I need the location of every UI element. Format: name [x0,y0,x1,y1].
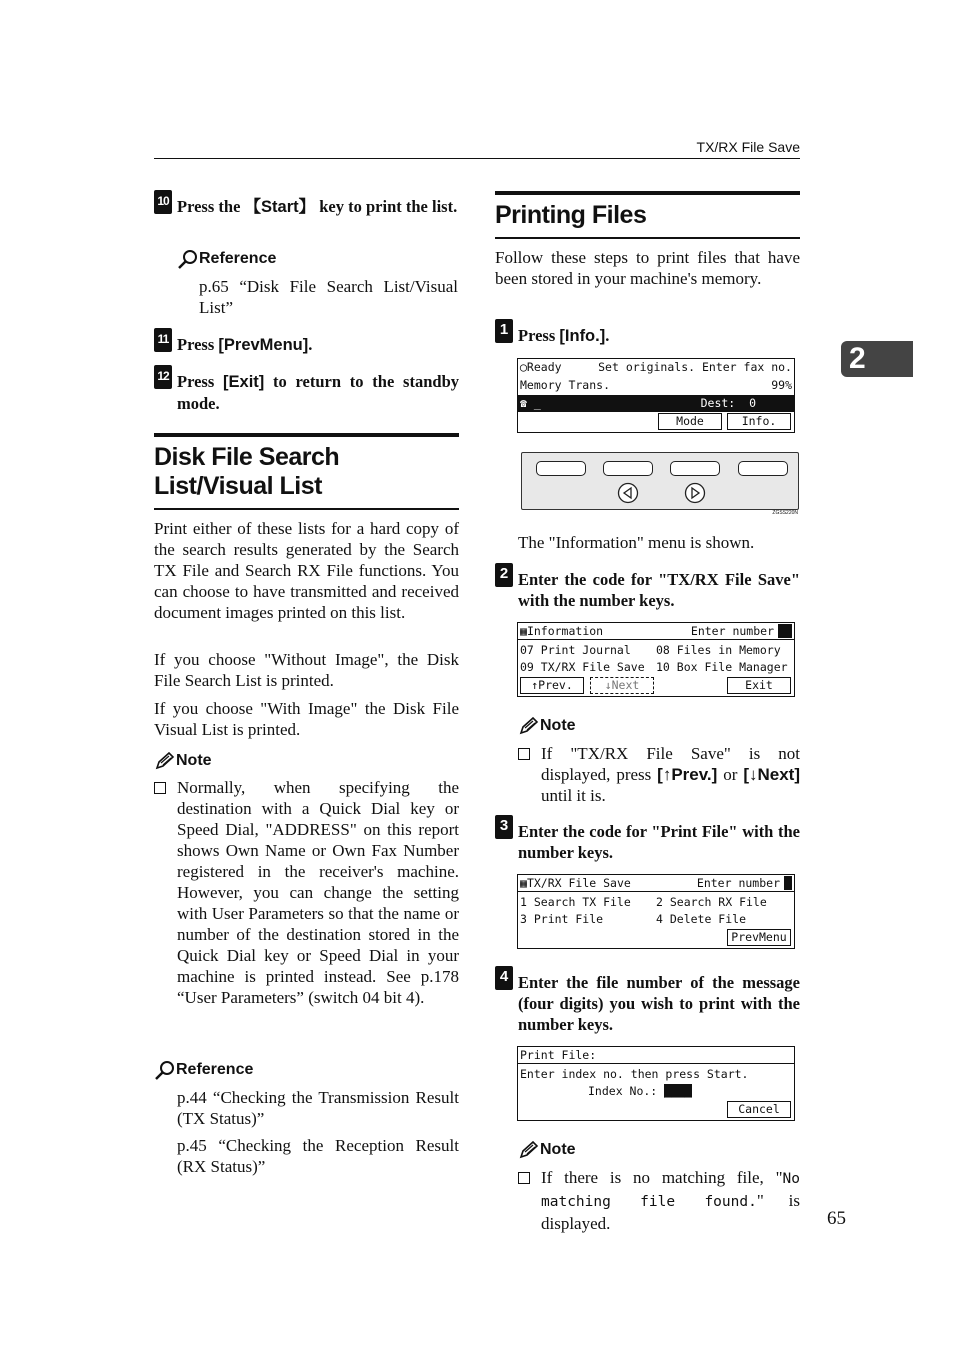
note-2-text: If "TX/RX File Save" is not displayed, press [↑Prev.] or [↓Next] until it is. [541,744,800,805]
step-number-4: 4 [495,966,513,990]
section-title-disk-file: Disk File Search List/Visual List [154,443,340,500]
exit-key: [Exit] [223,373,265,391]
selection-key-1[interactable] [536,461,586,476]
lcd-screen-ready: ◯Ready Set originals. Enter fax no. Memory Trans. 99% ☎ _ Dest: 0 Mode Info. [517,358,795,433]
reference-2-item-2: p.45 “Checking the Reception Result (RX Status)” [177,1136,459,1176]
section-rule-bottom-right [495,237,800,239]
reference-heading-2: Reference [154,1060,253,1080]
step-number-12: 12 [154,365,172,389]
reference-1-text: p.65 “Disk File Search List/Visual List” [199,277,458,317]
note-heading-2: Note [518,717,576,735]
selection-key-4[interactable] [738,461,788,476]
step-3-text: Enter the code for "Print File" with the number keys. [518,822,800,862]
note-3-checkbox [518,1172,538,1190]
step-10-text: Press the 【Start】 key to print the list. [177,197,458,216]
section-title-printing-files: Printing Files [495,201,647,229]
section-rule-top [154,433,459,437]
right-arrow-key-icon[interactable] [684,482,706,504]
step-1-result: The "Information" menu is shown. [518,533,755,552]
start-key: 【Start】 [244,198,316,216]
selection-key-2[interactable] [603,461,653,476]
step-number-10: 10 [154,190,172,214]
no-match-message: No matching file found. [541,1171,800,1210]
section-rule-bottom [154,508,459,510]
page-number: 65 [827,1208,846,1229]
step-number-3: 3 [495,815,513,839]
paragraph-1: Print either of these lists for a hard copy of the search results generated by the Search TX File and Search RX File functions. You can choose to have transmitted and received document images printed on this list. [154,519,459,622]
step-12-text: Press [Exit] to return to the standby mode. [177,372,459,413]
note-1-text: Normally, when specifying the destination with a Quick Dial key or Speed Dial, "ADDRESS" on this report shows Own Name or Own Fax Number registered in the receiver's machine. However, you can change the setting with User Parameters so that the name or number of the destination stored in the Quick Dial key or Speed Dial in your machine is printed instead. See p.178 “User Parameters” (switch 04 bit 4). [177,778,459,1007]
running-title: TX/RX File Save [696,139,800,155]
next-key-ref: [↓Next] [743,765,800,784]
prevmenu-button[interactable]: PrevMenu [727,929,791,946]
chapter-tab [841,341,913,377]
control-panel-illustration [521,452,799,510]
lcd-screen-print-file: Print File: Enter index no. then press Start. Index No.: ____ Cancel [517,1046,795,1121]
paragraph-3: If you choose "With Image" the Disk File Visual List is printed. [154,699,459,739]
note-2-checkbox [518,748,538,766]
magnifier-icon [154,1060,176,1080]
chapter-number: 2 [849,342,866,375]
magnifier-icon [177,249,199,269]
prev-key-ref: [↑Prev.] [657,765,718,784]
reference-heading-1: Reference [177,249,276,269]
info-button[interactable]: Info. [727,413,791,430]
header-rule [154,158,800,159]
lcd-screen-file-save: ▦TX/RX File Save Enter number 1 Search TX File 2 Search RX File 3 Print File 4 Delete File PrevMenu [517,874,795,949]
note-heading-1: Note [154,752,212,770]
selection-key-3[interactable] [670,461,720,476]
step-number-1: 1 [495,319,513,343]
step-4-text: Enter the file number of the message (four digits) you wish to print with the number keys. [518,973,800,1034]
step-number-2: 2 [495,563,513,587]
prevmenu-key: [PrevMenu] [218,336,309,354]
note-1-checkbox [154,782,174,800]
note-heading-3: Note [518,1141,576,1159]
pencil-icon [518,1141,540,1159]
step-2-text: Enter the code for "TX/RX File Save" with the number keys. [518,570,800,610]
prev-button[interactable]: ↑Prev. [520,677,584,694]
info-key: [Info.] [559,327,606,345]
next-button[interactable]: ↓Next [590,677,654,694]
figure-code: ZGSS220N [772,510,798,516]
exit-button[interactable]: Exit [727,677,791,694]
step-11-text: Press [PrevMenu]. [177,335,313,354]
intro-paragraph: Follow these steps to print files that have been stored in your machine's memory. [495,248,800,288]
lcd-screen-information: ▦Information Enter number 07 Print Journal 08 Files in Memory 09 TX/RX File Save 10 Box File Manager ↑Prev. ↓Next Exit [517,622,795,697]
section-rule-top-right [495,191,800,195]
index-number-field[interactable]: ____ [664,1084,692,1098]
step-1-text: Press [Info.]. [518,326,610,345]
cancel-button[interactable]: Cancel [727,1101,791,1118]
menu-icon: ▦ [520,624,527,638]
note-3-text: If there is no matching file, "No matching file found." is displayed. [541,1168,800,1233]
menu-icon: ▦ [520,876,527,890]
left-arrow-key-icon[interactable] [617,482,639,504]
pencil-icon [518,717,540,735]
mode-button[interactable]: Mode [658,413,722,430]
paragraph-2: If you choose "Without Image", the Disk File Search List is printed. [154,650,459,690]
reference-2-item-1: p.44 “Checking the Transmission Result (TX Status)” [177,1088,459,1128]
pencil-icon [154,752,176,770]
step-number-11: 11 [154,328,172,352]
